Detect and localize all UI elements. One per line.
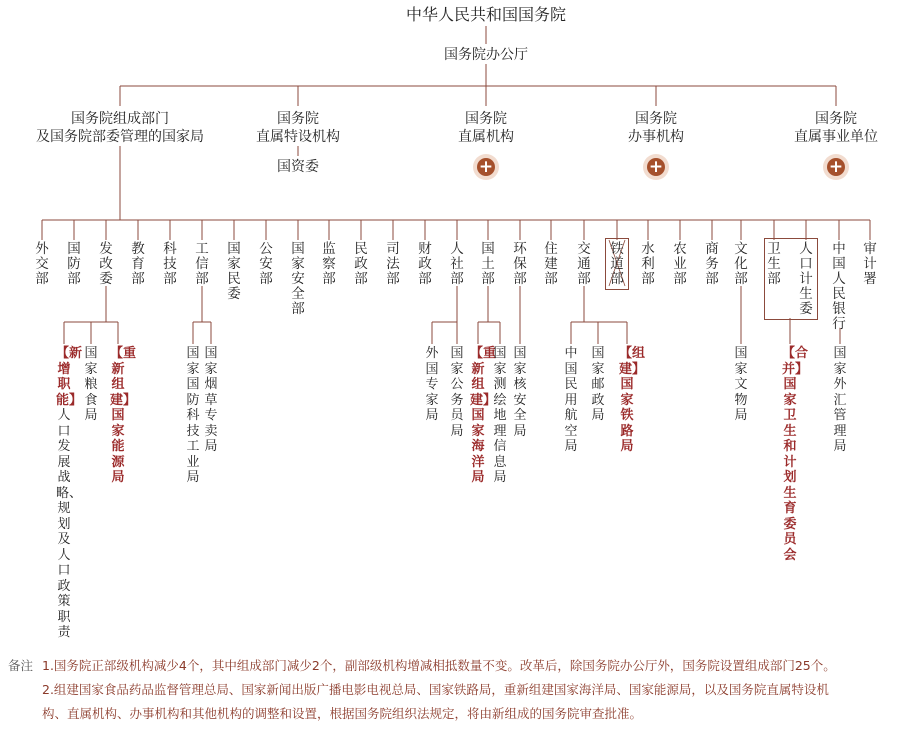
department-8: 国家安全部 [291,241,305,317]
note-2: 2.组建国家食品药品监督管理总局、国家新闻出版广播电影电视总局、国家铁路局，重新组建国家海洋局、国家能源局，以及国务院直属特设机 [42,682,829,697]
department-18: 铁道部 [610,241,624,287]
department-2: 发改委 [99,241,113,287]
health-population-merge-frame [764,238,818,320]
group-special-line2: 直属特设机构 [256,129,340,145]
group-direct [426,110,546,146]
postal-bureau: 国家邮政局 [591,346,605,423]
department-1: 国防部 [67,241,81,287]
notes-label: 备注 [8,658,34,673]
group-constituent-line1: 国务院组成部门 [71,111,169,127]
group-office-line1: 国务院 [635,111,677,127]
energy-tag: 【重新组建】 [110,346,137,408]
expand-institution-icon[interactable]: + [823,154,849,180]
health-family-commission [782,346,809,563]
nuclear-safety-bureau: 国家核安全局 [513,346,527,439]
state-council-title: 中华人民共和国国务院 [405,5,566,24]
ocean-tag: 【重新组建】 [470,346,497,408]
department-21: 商务部 [705,241,719,287]
tobacco-bureau: 国家烟草专卖局 [204,346,218,454]
railway-text: 国家铁路局 [620,377,634,454]
cultural-relics-bureau: 国家文物局 [734,346,748,423]
group-institution-line2: 直属事业单位 [794,129,878,145]
group-special-line1: 国务院 [277,111,319,127]
group-constituent-line2: 及国务院部委管理的国家局 [36,129,204,145]
note-3: 构、直属机构、办事机构和其他机构的调整和设置，根据国务院组织法规定，将由新组成的国务院审查批准。 [42,706,643,721]
expand-direct-icon[interactable]: + [473,154,499,180]
department-6: 国家民委 [227,241,241,302]
department-3: 教育部 [131,241,145,287]
department-16: 住建部 [544,241,558,287]
department-23: 卫生部 [767,241,781,287]
department-14: 国土部 [481,241,495,287]
merge-text: 国家卫生和计划生育委员会 [783,377,797,563]
ocean-bureau [470,346,497,486]
civil-aviation-bureau: 中国民用航空局 [564,346,578,454]
department-19: 水利部 [641,241,655,287]
department-24: 人口计生委 [799,241,813,317]
group-institution [766,110,906,146]
group-direct-line2: 直属机构 [458,129,514,145]
department-5: 工信部 [195,241,209,287]
ocean-text: 国家海洋局 [471,408,485,485]
railway-crossed-frame [605,238,629,290]
department-17: 交通部 [577,241,591,287]
department-9: 监察部 [322,241,336,287]
energy-text: 国家能源局 [111,408,125,485]
group-special [238,110,358,146]
energy-bureau [110,346,137,486]
group-direct-line1: 国务院 [465,111,507,127]
survey-bureau: 国家测绘地理信息局 [493,346,507,485]
department-0: 外交部 [35,241,49,287]
department-15: 环保部 [513,241,527,287]
defense-tech-bureau: 国家国防科技工业局 [186,346,200,485]
general-office: 国务院办公厅 [444,47,528,63]
bank-spacer [832,238,848,328]
railway-tag: 【组建】 [619,346,646,377]
civil-service-bureau: 国家公务员局 [450,346,464,439]
grain-bureau: 国家粮食局 [84,346,98,423]
railway-bureau [619,346,646,455]
forex-bureau: 国家外汇管理局 [833,346,847,454]
merge-tag: 【合并】 [782,346,809,377]
department-12: 财政部 [418,241,432,287]
sasac-label: 国资委 [277,159,319,175]
department-11: 司法部 [386,241,400,287]
department-25: 中国人民银行 [832,241,846,332]
department-26: 审计署 [863,241,877,287]
foreign-experts-bureau: 外国专家局 [425,346,439,423]
group-institution-line1: 国务院 [815,111,857,127]
department-13: 人社部 [450,241,464,287]
fgw-new-text: 人口发展战略、规划及人口政策职责 [56,408,83,640]
department-20: 农业部 [673,241,687,287]
department-4: 科技部 [163,241,177,287]
department-7: 公安部 [259,241,273,287]
department-10: 民政部 [354,241,368,287]
department-22: 文化部 [734,241,748,287]
fgw-new-function [56,346,83,641]
group-office-line2: 办事机构 [628,129,684,145]
group-constituent [10,110,230,146]
note-1: 1.国务院正部级机构减少4个，其中组成部门减少2个，副部级机构增减相抵数量不变。改革后，除国务院办公厅外，国务院设置组成部门25个。 [42,658,836,673]
fgw-new-tag: 【新增职能】 [56,346,83,408]
expand-office-icon[interactable]: + [643,154,669,180]
group-office [596,110,716,146]
